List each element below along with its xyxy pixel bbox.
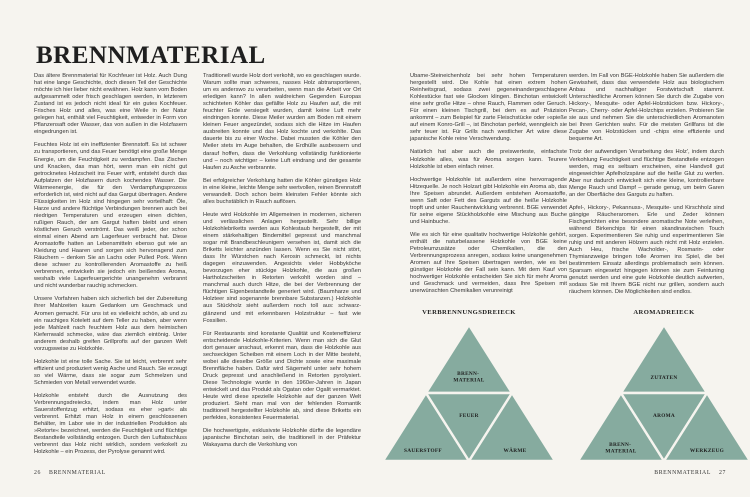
text-column-4 bbox=[569, 73, 724, 302]
label-werkzeug: WERKZEUG bbox=[689, 448, 725, 454]
paragraph: werden. Im Fall von BGE-Holzkohle haben Sie außerdem die Gewissheit, dass das verwendete Holz aus biologischem Anbau und nachhaltiger Forstwirtschaft stammt. Unterschiedliche Aromen können Sie durch die Zugabe von Hickory-, Mesquite- oder Apfel-Holzstücken bzw. Hickory-, Pecan-, Cherry- oder Apfel-Holzchips erzielen. Probieren Sie sie aus und nehmen Sie die unterschiedlichen Aromanoten bei Ihren Gerichten wahr. Für die meisten Grillfans ist die Zugabe von Holzstücken und -chips eine effiziente und bequeme Art. bbox=[569, 73, 724, 143]
paragraph: Für Restaurants sind konstante Qualität und Kosteneffizienz entscheidende Holzkohle-Kriterien. Wenn man sich die Glut dort genauer anschaut, erkennt man, dass die Holzkohle aus sechseckigen Scheiben mit einem Loch in der Mitte besteht, wobei alle dieselbe Größe und Dichte sowie eine maximale Brennfläche haben. Dafür wird Sägemehl unter sehr hohem Druck gepresst und anschließend in Retorten pyrolysiert. Diese Technologie wurde in den 1960er-Jahren in Japan entwickelt und das Produkt als Ogatan oder Ogalit vermarktet. Heute wird diese spezielle Holzkohle auf der ganzen Welt produziert. Sieht man mal von der fehlenden Romantik traditionell hergestellter Holzkohle ab, sind diese Briketts ein perfektes, konsistentes Feuermaterial. bbox=[203, 330, 361, 422]
folio-right bbox=[654, 470, 726, 476]
paragraph: Ubame-Steineichenholz bei sehr hohen Temperaturen hergestellt wird. Die Kohle hat einen extrem hohen Reinheitsgrad, sodass zwei gegeneinandergeschlagene Kohlestücke fast wie Glocken klingen. Binchotan entwickelt eine sehr große Hitze – ohne Rauch, Flammen oder Geruch. Für einen kleinen Tischgrill, bei dem es auf Präzision ankommt – zum Beispiel für zarte Fleischstücke oder »spieße auf einem Konro-Grill –, ist Binchotan perfekt, wenngleich sie sehr teuer ist. Für Grills nach westlicher Art wäre diese japanische Kohle reine Verschwendung. bbox=[410, 73, 567, 143]
aroma-triangle-graphic bbox=[564, 309, 750, 469]
running-head-right: BRENNMATERIAL bbox=[654, 470, 711, 476]
paragraph: Bei erfolgreicher Verkohlung hatten die Köhler günstiges Holz in eine kleine, leichte Menge sehr wertvollen, reinen Brennstoff verwandelt. Doch schon beim kleinsten Fehler könnte sich alles buchstäblich in Rauch auflösen. bbox=[203, 177, 361, 205]
label-brennmaterial-line2: MATERIAL bbox=[605, 448, 637, 455]
paragraph: Das ältere Brennmaterial für Kochfeuer ist Holz. Auch Dung hat eine lange Geschichte, doch diesen Teil der Geschichte möchte ich hier lieber nicht erwähnen. Holz kann vom Boden aufgesammelt oder frisch geschlagen werden, in letzterem Zustand ist es jedoch nicht ideal für ein gutes Kochfeuer. Frisches Holz und alles, was eine Weile in der Natur gelegen hat, enthält viel Feuchtigkeit, entweder in Form von Pflanzensaft oder Wasser, das von außen in die Holzfasern eingedrungen ist. bbox=[34, 73, 188, 136]
paragraph: Hochwertige Holzkohle ist außerdem eine hervorragende Hitzequelle. Je noch Holzart gibt Holzkohle ein Aroma ab, das Ihre Speisen abrundet. Außerdem entstehen Aromastoffe, wenn Saft oder Fett des Garguts auf die heiße Holzkohle tropft und unter Rauchentwicklung verbrennt. BGE verwendet für seine eigene Stückholzkohle eine Mischung aus Buche und Hainbuche. bbox=[410, 176, 567, 225]
paragraph: Die hochwertigste, exklusivste Holzkohle dürfte die legendäre japanische Binchotan sein, die traditionell in der Präfektur Wakayama durch die Verkohlung von bbox=[203, 428, 361, 449]
page-title: BRENNMATERIAL bbox=[36, 42, 266, 69]
label-brennmaterial bbox=[605, 442, 636, 455]
combustion-triangle-title: VERBRENNUNGSDREIECK bbox=[422, 309, 516, 316]
page-number-left: 26 bbox=[34, 470, 41, 476]
label-sauerstoff: SAUERSTOFF bbox=[404, 448, 442, 454]
paragraph: Wie es sich für eine qualitativ hochwertige Holzkohle gehört, enthält die naturbelassene Holzkohle von BGE keine Petroleumzusätze oder Chemikalien, die den Verbrennungsprozess anregen, sodass keine unangenehmen Aromen auf Ihre Speisen übertragen werden, wie es bei günstiger Holzkohle der Fall sein kann. Mit dem Kauf von hochwertiger Holzkohle entscheiden Sie sich für mehr Aroma und Geschmack und vermeiden, dass Ihre Speisen mit unerwünschten Chemikalien verunreinigt bbox=[410, 231, 567, 295]
label-brennmaterial-line1: BRENN- bbox=[457, 371, 480, 377]
label-waerme: WÄRME bbox=[503, 448, 527, 454]
paragraph: Trotz der aufwendigen Verarbeitung des Holz', indem durch Verkohlung Feuchtigkeit und flüchtige Bestandteile entzogen werden, mag es seltsam erscheinen, eine Handvoll gut eingeweichter Apfelholzspäne auf die heiße Glut zu werfen. Aber nur dadurch entwickelt sich eine kleine, kontrollierbare Menge Rauch und Dampf – gerade genug, um beim Garen an der Oberfläche des Garguts zu haften. bbox=[569, 149, 724, 198]
paragraph: Heute wird Holzkohle im Allgemeinen in modernen, sicheren und verlässlichen Anlagen hergestellt. Sehr billige Holzkohlebriketts werden aus Kohlestaub hergestellt, der mit einem stärkehaltigen Bindemittel gepresst und manchmal sogar mit Brandbeschleunigern versehen ist, damit sich die Briketts leichter anzünden lassen. Wenn es Sie nicht stört, dass Ihr Würstchen nach Kerosin schmeckt, ist nichts dagegen einzuwenden. Angesichts vieler Hobbyköche bevorzugen eher stückige Holzkohle, die aus großen Hartholzscheiten in Retorten verkohlt worden sind – manchmal auch durch Hitze, die bei der Verbrennung der flüchtigen Eigenbestandteile generiert wird. (Baumharze und Holzteer sind sogenannte brennbare Substanzen.) Holzkohle aus Stückholz sieht außerdem noch toll aus: schwarz-glänzend und mit erkennbaren Holzstruktur – fast wie Fossilien. bbox=[203, 211, 361, 324]
label-zutaten: ZUTATEN bbox=[650, 375, 678, 381]
paragraph: Holzkohle ist eine tolle Sache. Sie ist leicht, verbrennt sehr effizient und produziert wenig Asche und Rauch. Sie erzeugt so viel Wärme, dass sie sogar zum Schmelzen und Schmieden von Metall verwendet wurde. bbox=[34, 358, 187, 386]
label-feuer: FEUER bbox=[459, 413, 479, 419]
triangle-top bbox=[621, 325, 707, 393]
paragraph: Feuchtes Holz ist ein ineffizienter Brennstoff. Es ist schwer zu transportieren, und das Feuer benötigt eine große Menge Energie, um die Feuchtigkeit zu verdampfen. Das Zischen und Knacken, das man hört, wenn man ein nicht gut getrocknetes Holzscheit ins Feuer wirft, entsteht durch das Aufplatzen der Holzfasern durch kochendes Wasser. Die Wärmeenergie, die für den Verdampfungsprozess erforderlich ist, wird nicht auf das Gargut übertragen. Andere Flüssigkeiten im Holz sind hingegen sehr vorteilhaft: Öle, Harze und andere flüchtige Verbindungen brennen auch bei niedrigen Temperaturen und erzeugen einen dichten, rußigen Rauch, der am Gargut haften bleibt und einen köstlichen Geruch verströmt. Das weiß jeder, der schon einmal einen Abend am Lagerfeuer verbracht hat. Diese Aromastoffe hatten an Lebensmitteln ebenso gut wie an Kleidung und Haaren und sorgen sich hervorragend zum Räuchern – denken Sie an Lachs oder Pulled Pork. Wenn diese schwer zu kontrollierenden Aromastoffe zu heiß verbrennen, entwickeln sie jedoch ein beißendes Aroma, weshalb viele Lagerfeuergerichte unangenehm verbrannt und nicht wunderbar rauchig schmecken. bbox=[34, 142, 187, 290]
paragraph: Traditionell wurde Holz dort verkohlt, wo es geschlagen wurde. Warum sollte man schweres, nasses Holz abtransportieren, um es anderswo zu verarbeiten, wenn man die Arbeit vor Ort erledigen kann? In allen waldreichen Gegenden Europas schichteten Köhler das gefällte Holz zu Haufen auf, die mit feuchter Erde versiegelt wurden, damit keine Luft mehr eindringen konnte. Diese Meiler wurden am Boden mit einem kleinen Feuer angezündet, sodass sich die Hitze im Haufen ausbreiten konnte und das Holz kochte und verkohlte. Das dauerte bis zu einer Woche. Dabei mussten die Köhler den Meiler stets im Auge behalten, die Erdhülle ausbessern und darauf hoffen, dass die Verkohlung vollständig funktionierte und – noch wichtiger – keine Luft eindrang und der gesamte Haufen zu Asche verbrannte. bbox=[203, 73, 361, 171]
folio-left bbox=[34, 470, 106, 476]
paragraph: Holzkohle entsteht durch die Ausnutzung des Verbrennungsdreiecks, indem man Holz unter Sauerstoffentzug erhitzt, sodass es eher »gart« als verbrennt. Erhitzt man Holz in einem geschlossenen Behälter, im Labor wie in der industriellen Produktion als »Retorte« bezeichnet, werden die Feuchtigkeit und flüchtige Bestandteile vollständig entzogen. Durch den Luftabschluss verbrennt das Holz nicht wirklich, sondern verkokelt zu Holzkohle – ein Prozess, der Pyrolyse genannt wird. bbox=[34, 392, 187, 456]
paragraph: Unsere Vorfahren haben sich sicherlich bei der Zubereitung ihrer Mahlzeiten kaum Gedanken um Geschmack und Aromen gemacht. Für uns ist es vielleicht schön, ab und zu ein rauchiges Kotelett auf dem Teller zu haben, aber wenn jede Mahlzeit nach feuchtem Holz aus dem heimischen Kiefernwald schmecke, wäre das ziemlich eintönig. Unter anderem deshalb greifen Grillprofis auf der ganzen Welt vorzugsweise zu Holzkohle. bbox=[34, 296, 187, 352]
paragraph: Apfel-, Hickory-, Pekannuss-, Mesquite- und Kirschholz sind gängige Räucheraromen. Erle und Zeder können Fischgerichten eine besondere aromatische Note verleihen, während Birkenchips für einen skandinavischen Touch sorgen. Experimentieren Sie ruhig und experimentieren Sie ruhig und mit anderen Hölzern auch nicht mit Holz erzielen. Auch Heu, frische Wacholder-, Rosmarin- oder Thymianzweige bringen tolle Aromen ins Spiel, die bei bestimmtem Einsatz allerdings problematisch sein können. Sparsam eingesetzt hingegen können sie zum Feintuning genutzt werden und eine gute Holzkohle deutlich aufwerten, sodass Sie mit Ihrem BGE nicht nur grillen, sondern auch räuchern können. Die Möglichkeiten sind endlos. bbox=[569, 204, 724, 296]
text-column-3 bbox=[410, 73, 567, 301]
label-brennmaterial-line2: MATERIAL bbox=[453, 377, 485, 384]
paragraph: Natürlich hat aber auch die preiswerteste, einfachste Holzkohle alles, was für Aroma sorgen kann. Teurere Holzkohle ist eben einfach reiner. bbox=[410, 149, 567, 170]
running-head-left: BRENNMATERIAL bbox=[49, 470, 106, 476]
label-brennmaterial bbox=[453, 371, 484, 384]
label-brennmaterial-line1: BRENN- bbox=[609, 442, 632, 448]
text-column-1 bbox=[34, 73, 187, 462]
text-column-2 bbox=[203, 73, 361, 455]
aroma-triangle-diagram bbox=[564, 309, 750, 469]
page-number-right: 27 bbox=[719, 470, 726, 476]
combustion-triangle-graphic bbox=[369, 309, 569, 469]
aroma-triangle-title: AROMADREIECK bbox=[633, 309, 695, 316]
label-aroma: AROMA bbox=[652, 413, 676, 419]
combustion-triangle-diagram bbox=[369, 309, 569, 469]
